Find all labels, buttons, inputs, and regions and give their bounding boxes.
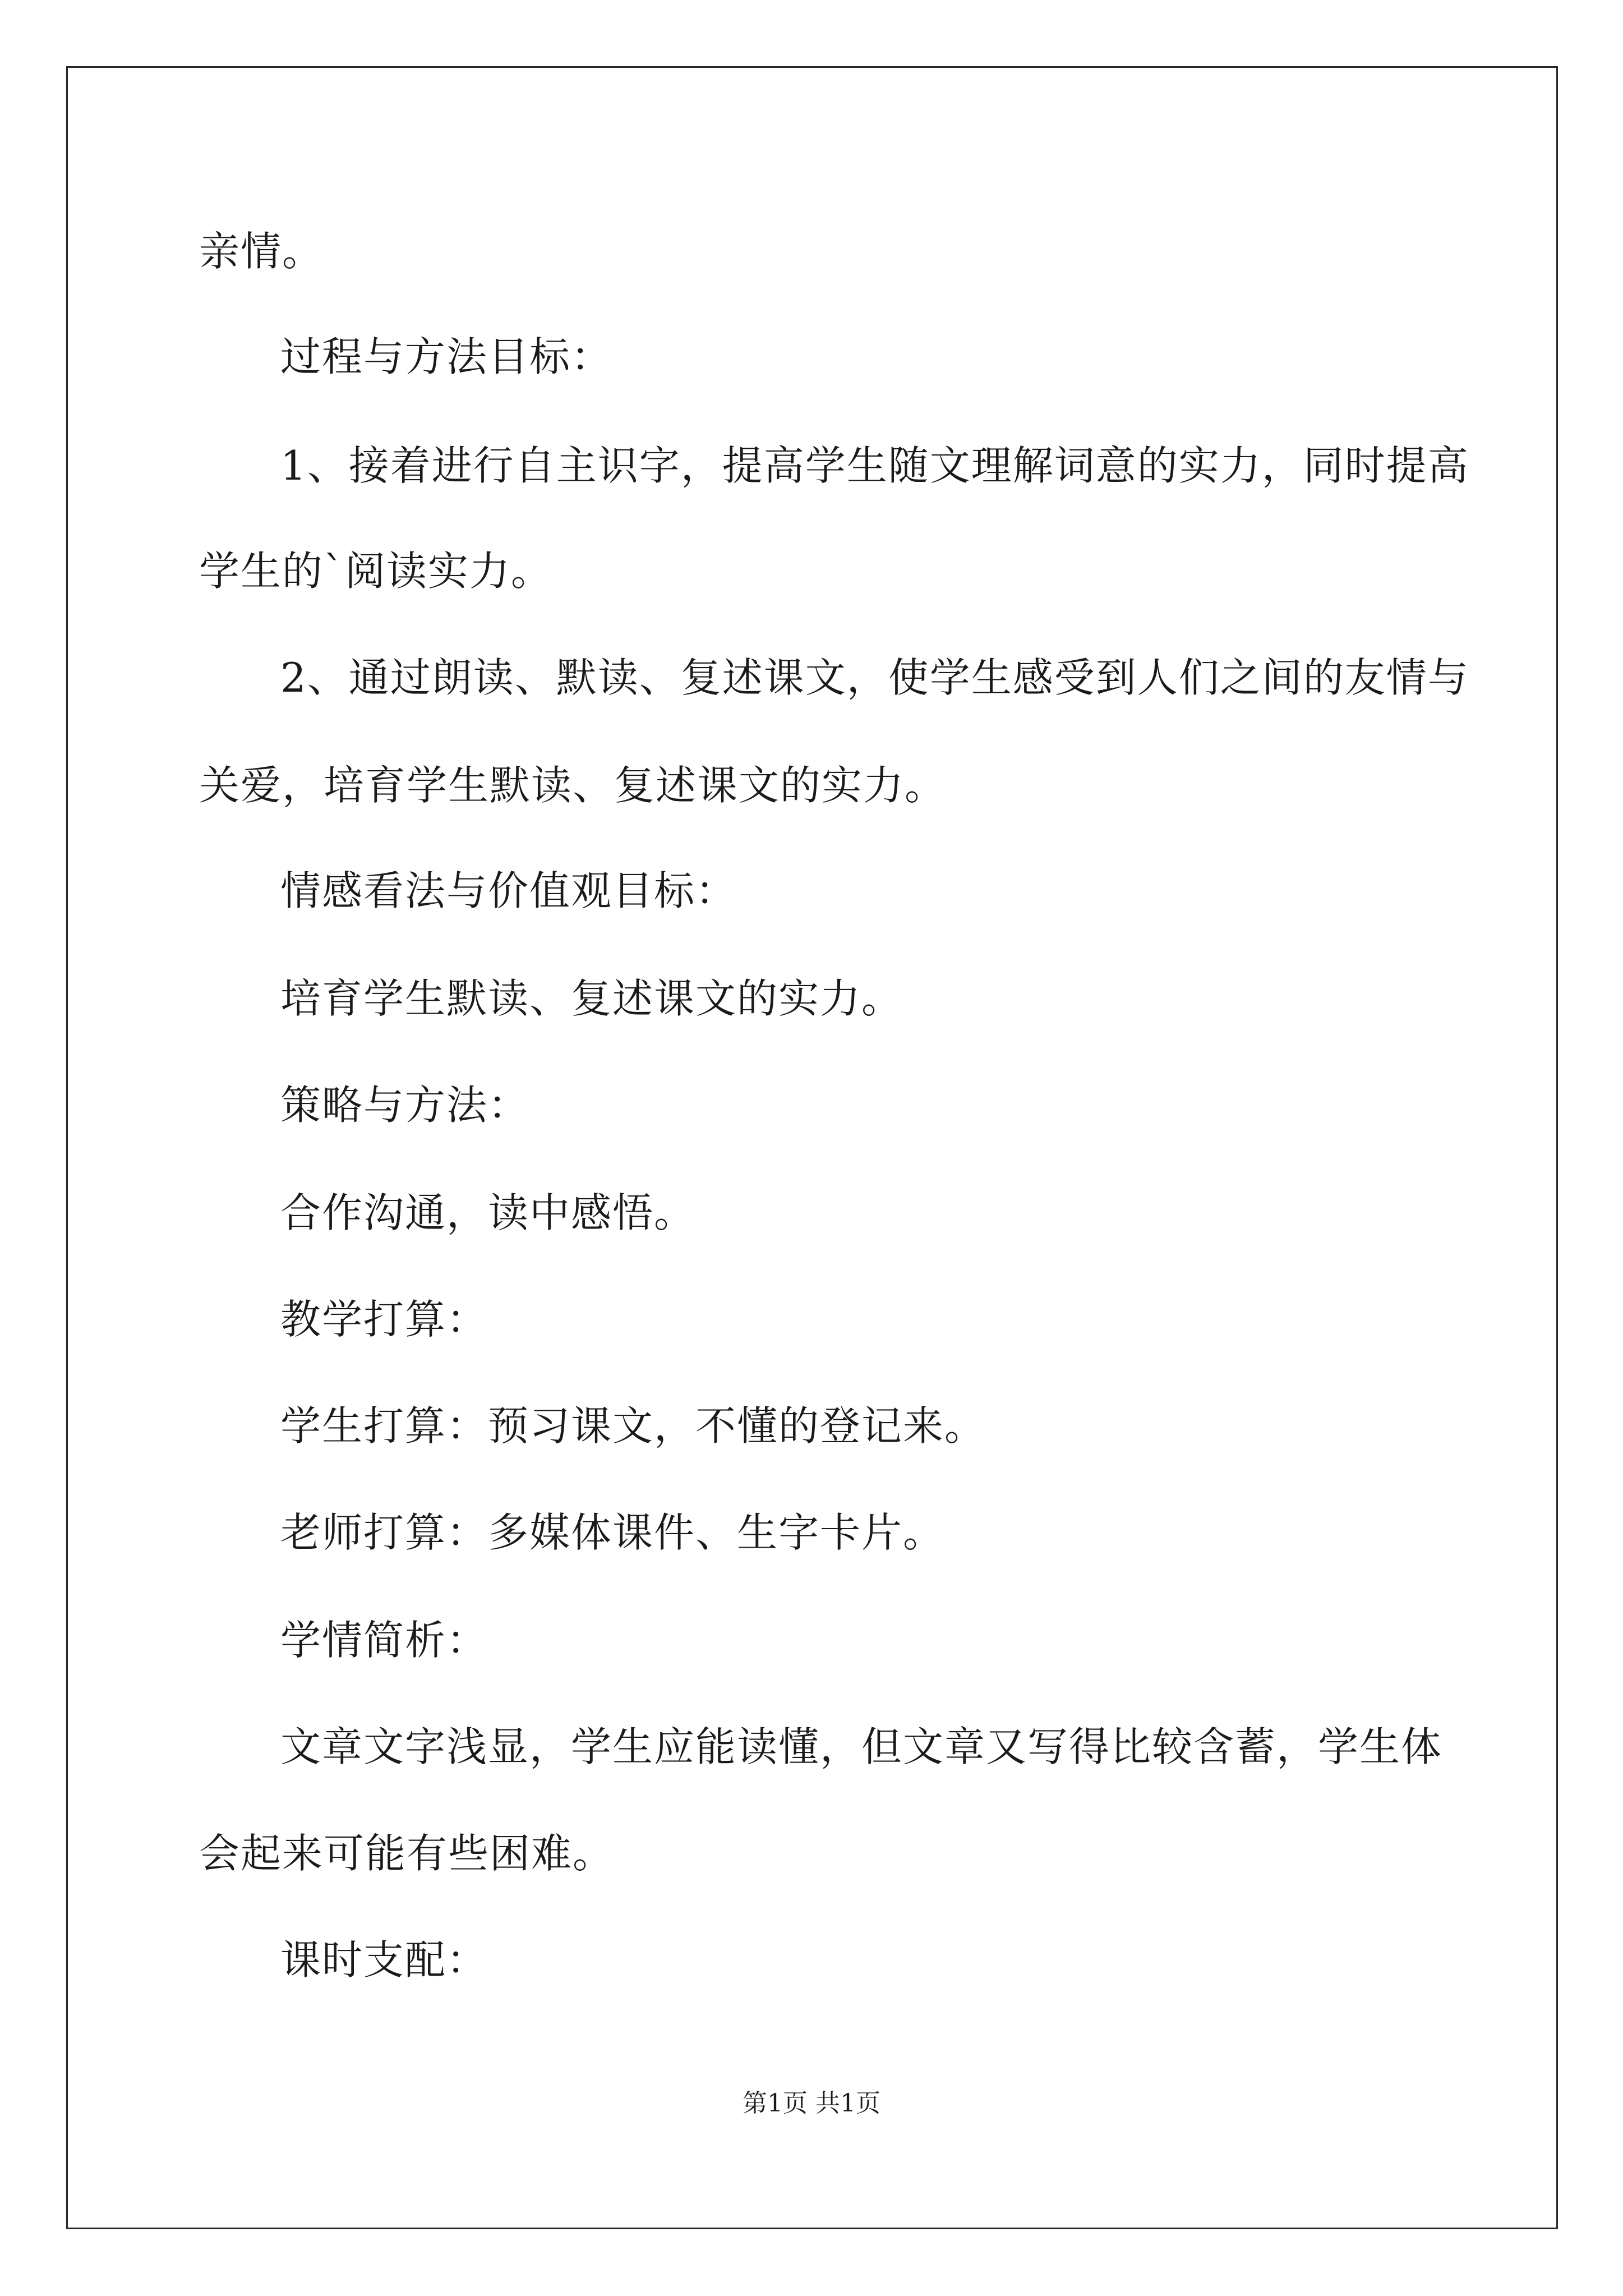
text-line-17: 课时支配： <box>280 1936 488 1984</box>
text-line-15: 文章文字浅显，学生应能读懂，但文章又写得比较含蓄，学生体 <box>280 1723 1443 1770</box>
text-line-12: 学生打算：预习课文，不懂的登记来。 <box>280 1402 986 1450</box>
text-line-9: 策略与方法： <box>280 1082 530 1129</box>
page-border <box>66 66 1558 2229</box>
text-line-5: 2、通过朗读、默读、复述课文，使学生感受到人们之间的友情与 <box>280 654 1469 701</box>
text-line-14: 学情简析： <box>280 1617 488 1664</box>
text-line-3: 1、接着进行自主识字，提高学生随文理解词意的实力，同时提高 <box>280 442 1469 489</box>
text-line-7: 情感看法与价值观目标： <box>280 867 737 914</box>
text-line-4: 学生的`阅读实力。 <box>199 547 553 595</box>
page-footer: 第1页 共1页 <box>743 2089 880 2118</box>
text-line-8: 培育学生默读、复述课文的实力。 <box>280 975 903 1022</box>
text-line-11: 教学打算： <box>280 1296 488 1343</box>
text-line-2: 过程与方法目标： <box>280 333 613 380</box>
text-line-6: 关爱，培育学生默读、复述课文的实力。 <box>199 762 947 809</box>
text-line-13: 老师打算：多媒体课件、生字卡片。 <box>280 1509 945 1556</box>
text-line-1: 亲情。 <box>199 228 324 275</box>
text-line-10: 合作沟通，读中感悟。 <box>280 1189 696 1236</box>
text-line-16: 会起来可能有些困难。 <box>199 1830 615 1877</box>
